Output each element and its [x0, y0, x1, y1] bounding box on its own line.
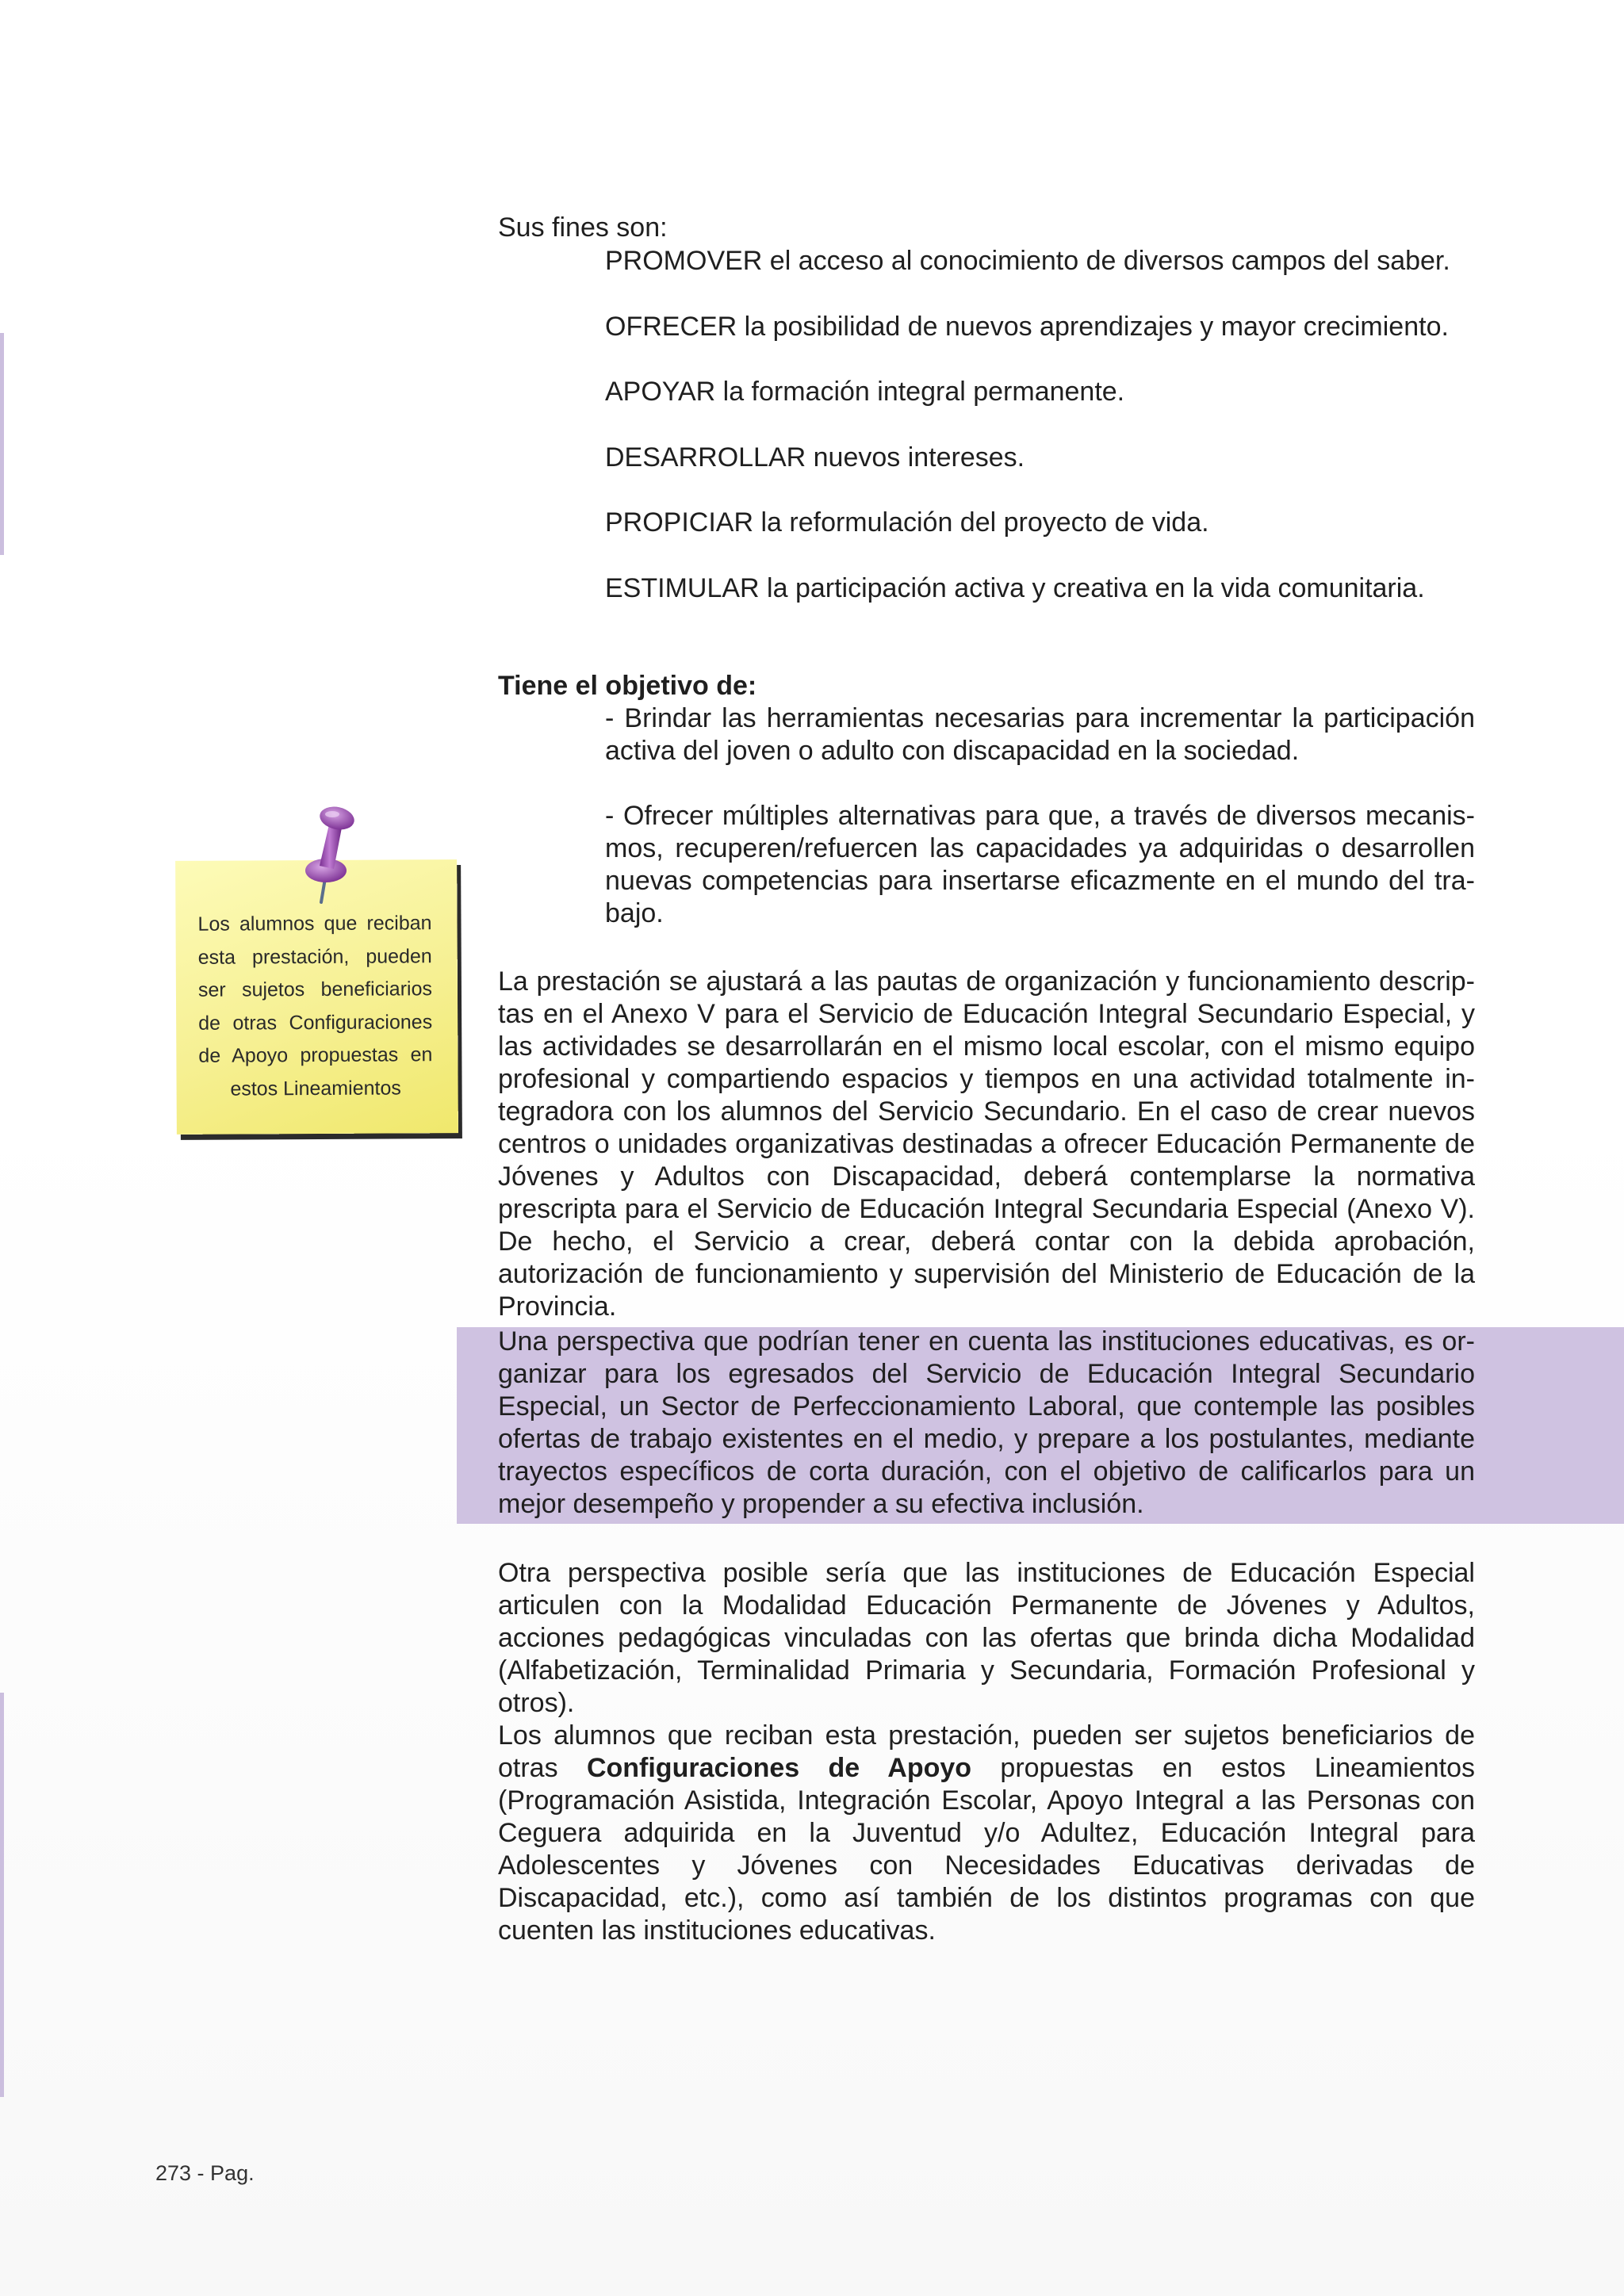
- fines-item: APOYAR la formación integral permanente.: [605, 377, 1125, 407]
- otra-perspectiva-paragraph: Otra perspectiva posible sería que las instituciones de Educación Especial articulen con la Modalidad Educación Permanente de Jóvenes y Adultos, acciones pedagógicas vinculadas con las ofertas que brinda dicha Modalidad (Alfabetización, Terminalidad Primaria y Secundaria, Formación Profesional y otros).: [498, 1558, 1475, 1718]
- fines-item: DESARROLLAR nuevos intereses.: [605, 442, 1025, 473]
- pushpin-icon: [289, 801, 369, 908]
- fines-item: PROMOVER el acceso al conocimiento de diversos campos del saber.: [605, 246, 1450, 276]
- fines-item: ESTIMULAR la participación activa y creativa en la vida comunitaria.: [605, 572, 1425, 603]
- edge-marker-top: [0, 333, 4, 555]
- fines-lead: Sus fines son:: [498, 212, 668, 243]
- edge-marker-bottom: [0, 1693, 4, 2097]
- objetivo-item: - Brindar las herramientas necesarias para incrementar la participación activa del joven o adulto con discapacidad en la sociedad.: [605, 703, 1475, 766]
- fines-item: OFRECER la posibilidad de nuevos aprendizajes y mayor crecimiento.: [605, 311, 1449, 342]
- configuraciones-de-apoyo-term: Configuraciones de Apoyo: [586, 1753, 972, 1783]
- page-number: 273 - Pag.: [155, 2161, 255, 2185]
- prestacion-paragraph: La prestación se ajustará a las pautas de organización y funcionamiento descriptas en el Anexo V para el Servicio de Educación Integral Secundario Especial, y las actividades se desarrollarán en el mismo local escolar, con el mismo equipo profesional y compartiendo espacios y tiempos en una actividad totalmente integradora con los alumnos del Servicio Secundario. En el caso de crear nuevos centros o unidades organizativas destinadas a ofrecer Educación Permanente de Jóvenes y Adultos con Discapacidad, deberá contemplarse la normativa prescripta para el Servicio de Educación Integral Secundaria Especial (Anexo V). De hecho, el Servicio a crear, deberá contar con la debida aprobación, autorización de funcionamiento y supervisión del Ministerio de Educación de la Provincia.: [498, 966, 1475, 1322]
- alumnos-text-end: propuestas en estos Lineamientos (Programación Asistida, Integración Escolar, Apoyo Integral a las Personas con Ceguera adquirida en la Juventud y/o Adultez, Educación Integral para Adolescentes y Jóvenes con Necesidades Educativas derivadas de Discapacidad, etc.), como así también de los distintos programas con que cuenten las instituciones educativas.: [498, 1753, 1475, 1946]
- objetivo-item: - Ofrecer múltiples alternativas para que, a través de diversos mecanismos, recuperen/refuercen las capacidades ya adquiridas o desarrollen nuevas competencias para insertarse eficazmente en el mundo del trabajo.: [605, 801, 1475, 928]
- objetivo-section: [498, 670, 1475, 930]
- alumnos-text-start: Los alumnos que reciban esta prestación, pueden ser sujetos beneficiarios de otras: [498, 1720, 1475, 1783]
- perspectiva-paragraph: Una perspectiva que podrían tener en cuenta las instituciones educativas, es organizar para los egresados del Servicio de Educación Integral Secundario Especial, un Sector de Perfeccionamiento Laboral, que contemple las posibles ofertas de trabajo existentes en el medio, y prepare a los postulantes, mediante trayectos específicos de corta duración, con el objetivo de calificarlos para un mejor desempeño y propender a su efectiva inclusión.: [498, 1326, 1475, 1519]
- objetivo-heading: Tiene el objetivo de:: [498, 671, 757, 701]
- fines-section: [498, 212, 1475, 637]
- alumnos-paragraph: [498, 1720, 1475, 1947]
- fines-item: PROPICIAR la reformulación del proyecto de vida.: [605, 507, 1209, 538]
- sticky-note-text: Los alumnos que reciban esta prestación, pueden ser sujetos beneficiarios de otras Configuraciones de Apoyo propuestas en estos Lineamientos: [197, 912, 433, 1100]
